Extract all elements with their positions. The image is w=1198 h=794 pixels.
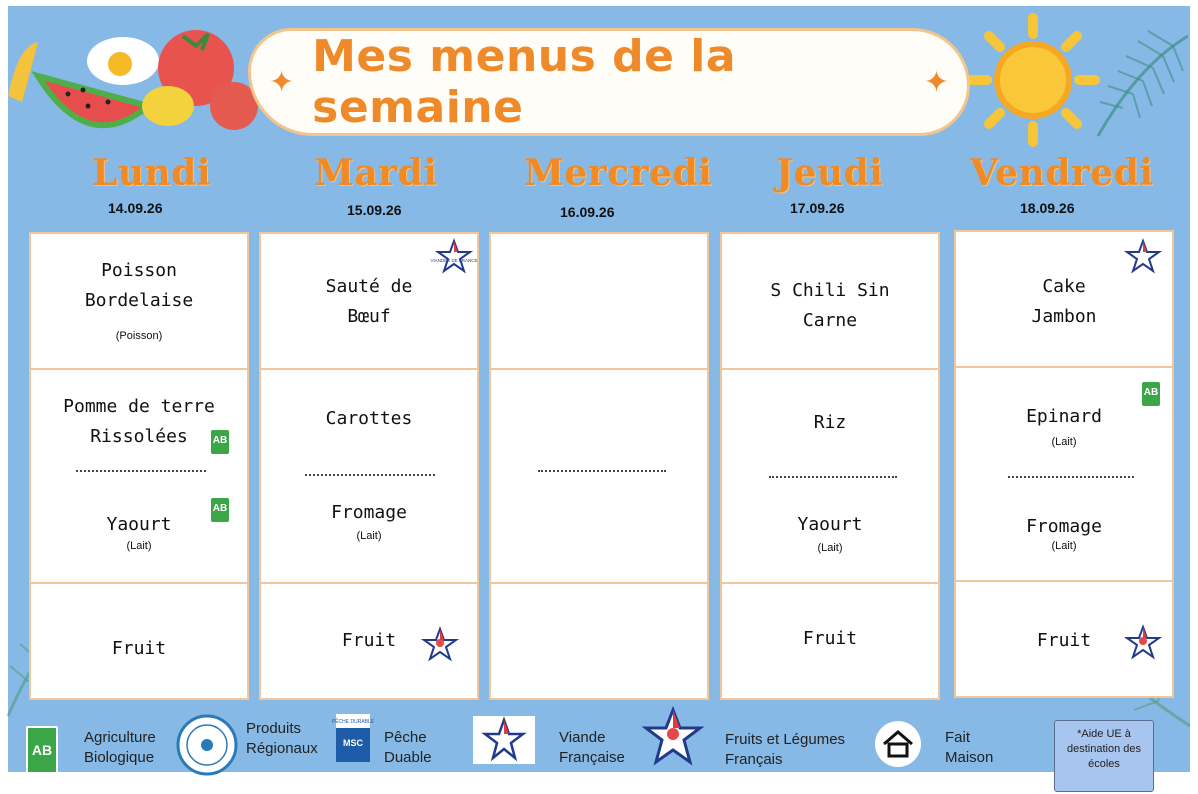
allergen-note: (Poisson) xyxy=(115,330,163,342)
legend-bio-logo: AB xyxy=(26,726,58,774)
day-date-jeudi: 17.09.26 xyxy=(790,200,845,216)
dairy-dish: Yaourt xyxy=(797,514,863,535)
day-date-lundi: 14.09.26 xyxy=(108,200,163,216)
fruit-dessert: Fruit xyxy=(111,638,167,659)
row-divider xyxy=(722,582,938,584)
separator-line xyxy=(305,474,435,476)
bio-badge-icon: AB xyxy=(1142,382,1160,406)
row-divider xyxy=(491,582,707,584)
menu-card-jeudi xyxy=(720,232,940,700)
main-dish: S Chili Sin Carne xyxy=(770,280,890,331)
fruit-dessert: Fruit xyxy=(341,630,397,651)
row-divider xyxy=(31,368,247,370)
menu-panel xyxy=(8,6,1190,772)
bio-badge-icon: AB xyxy=(211,430,229,454)
sparkle-icon: ✦ xyxy=(269,64,295,100)
dairy-dish: Yaourt xyxy=(106,514,172,535)
menu-card-mardi xyxy=(259,232,479,700)
day-date-vendredi: 18.09.26 xyxy=(1020,200,1075,216)
legend-regional-label: Produits Régionaux xyxy=(246,720,318,757)
row-divider xyxy=(956,366,1172,368)
sparkle-icon: ✦ xyxy=(923,64,949,100)
viandes-badge-text: VIANDES DE FRANCE xyxy=(430,258,478,263)
page-title: Mes menus de la semaine xyxy=(312,31,737,133)
separator-line xyxy=(76,470,206,472)
menu-card-mercredi xyxy=(489,232,709,700)
side-dish: Pomme de terre Rissolées xyxy=(63,396,215,447)
day-name-vendredi: Vendredi xyxy=(970,152,1154,194)
row-divider xyxy=(722,368,938,370)
title-banner xyxy=(248,28,970,136)
msc-peche-durable-icon xyxy=(331,714,375,762)
viandes-de-france-icon xyxy=(1126,240,1160,274)
fruit-dessert: Fruit xyxy=(1036,630,1092,651)
day-name-mercredi: Mercredi xyxy=(524,152,713,194)
side-dish: Epinard xyxy=(1026,406,1102,427)
row-divider xyxy=(31,582,247,584)
fruits-illustration xyxy=(8,6,268,136)
dairy-dish: Fromage xyxy=(1026,516,1102,537)
viandes-de-france-icon xyxy=(430,240,478,274)
bio-badge-icon: AB xyxy=(211,498,229,522)
fruits-legumes-legend-icon xyxy=(642,708,704,768)
msc-top-text: PÊCHE DURABLE xyxy=(331,719,375,725)
day-date-mercredi: 16.09.26 xyxy=(560,204,615,220)
main-dish: Cake Jambon xyxy=(1031,276,1097,327)
region-du-gout-icon xyxy=(176,714,238,776)
fruits-legumes-de-france-icon xyxy=(1126,626,1160,660)
viandes-de-france-legend-icon xyxy=(473,716,535,764)
msc-text: MSC xyxy=(343,738,363,748)
aide-ue-note: *Aide UE à destination des écoles xyxy=(1054,720,1154,792)
fruit-dessert: Fruit xyxy=(802,628,858,649)
legend-bio-label: Agriculture Biologique xyxy=(84,729,156,766)
allergen-note: (Lait) xyxy=(1051,436,1077,448)
dairy-dish: Fromage xyxy=(331,502,407,523)
allergen-note: (Lait) xyxy=(126,540,152,552)
fait-maison-icon xyxy=(874,720,922,768)
legend-peche-label: Pêche Duable xyxy=(384,729,432,766)
palm-leaf-top-right xyxy=(1078,26,1190,146)
allergen-note: (Lait) xyxy=(1051,540,1077,552)
day-date-mardi: 15.09.26 xyxy=(347,202,402,218)
legend-fruits-label: Fruits et Légumes Français xyxy=(725,731,846,768)
separator-line xyxy=(538,470,666,472)
side-dish: Carottes xyxy=(325,408,413,429)
separator-line xyxy=(1008,476,1134,478)
fruits-legumes-de-france-icon xyxy=(423,628,457,662)
row-divider xyxy=(956,580,1172,582)
main-dish: Poisson Bordelaise xyxy=(84,260,194,311)
row-divider xyxy=(491,368,707,370)
day-name-lundi: Lundi xyxy=(92,152,212,194)
legend-maison-label: Fait Maison xyxy=(945,729,994,766)
allergen-note: (Lait) xyxy=(356,530,382,542)
allergen-note: (Lait) xyxy=(817,542,843,554)
row-divider xyxy=(261,368,477,370)
menu-card-vendredi xyxy=(954,230,1174,698)
legend-viande-label: Viande Française xyxy=(559,729,625,766)
separator-line xyxy=(769,476,897,478)
main-dish: Sauté de Bœuf xyxy=(325,276,413,327)
day-name-mardi: Mardi xyxy=(314,152,438,194)
row-divider xyxy=(261,582,477,584)
side-dish: Riz xyxy=(813,412,847,433)
day-name-jeudi: Jeudi xyxy=(776,152,884,194)
menu-card-lundi xyxy=(29,232,249,700)
